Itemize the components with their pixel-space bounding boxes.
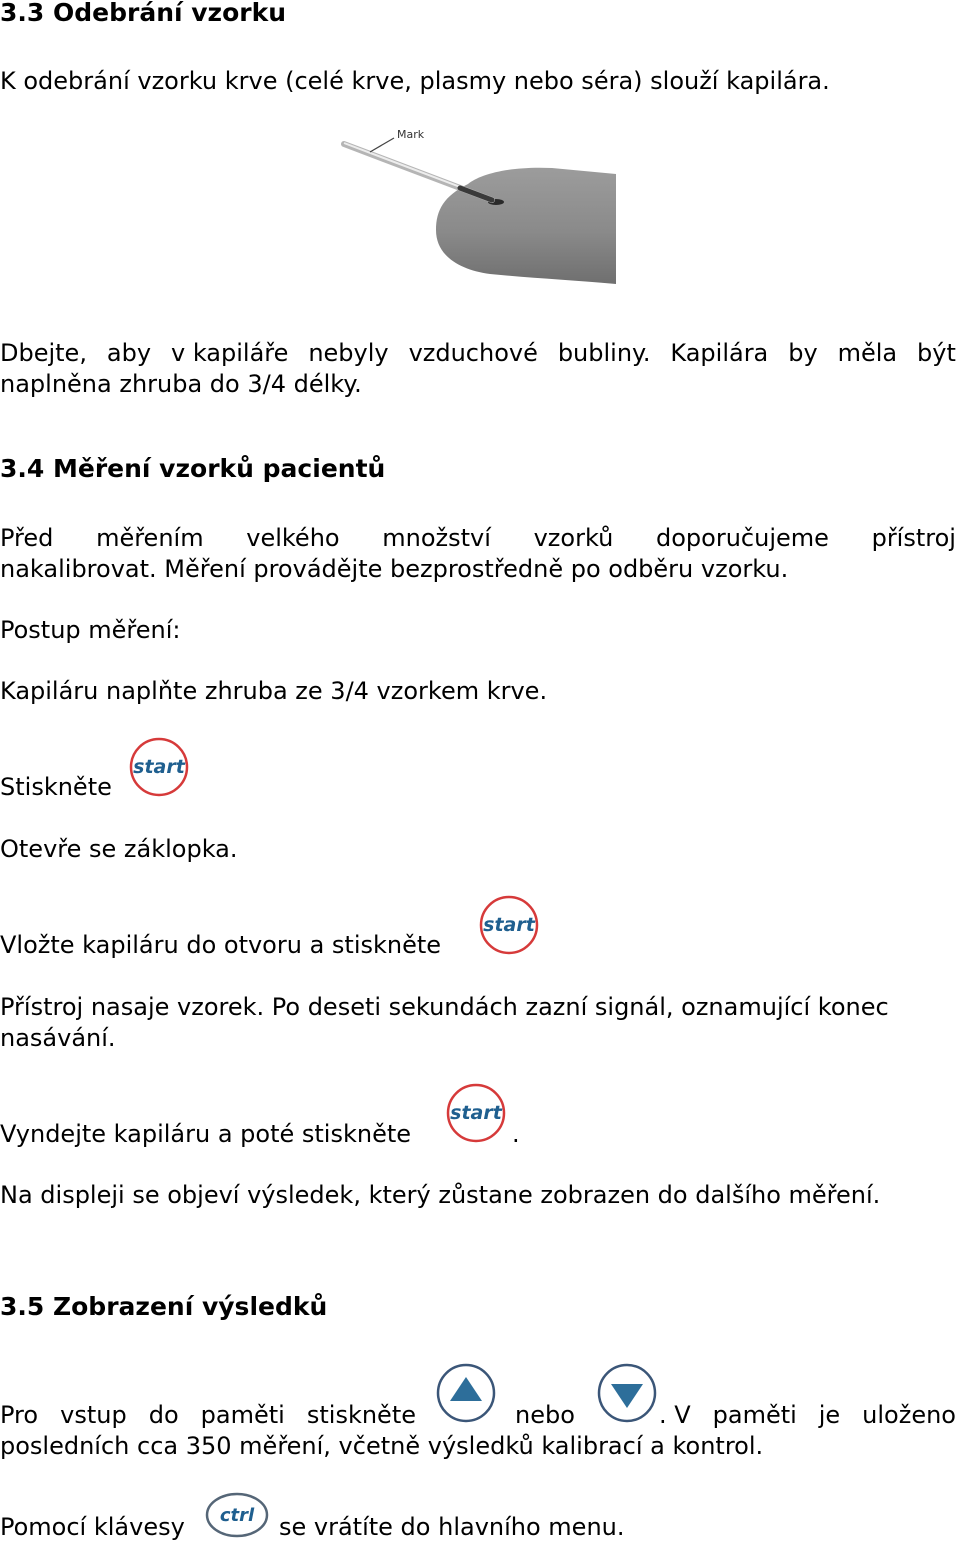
memory-text-part-a <box>0 1400 416 1430</box>
step-result-displayed: Na displeji se objeví výsledek, který zůstane zobrazen do dalšího měření. <box>0 1181 881 1209</box>
start-button-icon[interactable] <box>478 894 540 956</box>
procedure-label: Postup měření: <box>0 616 181 644</box>
word: v kapiláře <box>170 339 289 367</box>
word: vstup <box>60 1401 127 1429</box>
word: paměti <box>712 1401 797 1429</box>
step-press-start: Stiskněte <box>0 773 112 801</box>
word: množství <box>382 524 491 552</box>
word: uloženo <box>862 1401 956 1429</box>
word: být <box>917 339 956 367</box>
down-arrow-button-icon[interactable] <box>596 1362 658 1424</box>
step-fill-capillary: Kapiláru naplňte zhruba ze 3/4 vzorkem krve. <box>0 677 548 705</box>
step-remove-capillary: Vyndejte kapiláru a poté stiskněte <box>0 1120 412 1148</box>
word: by <box>788 339 818 367</box>
word: vzduchové <box>408 339 538 367</box>
section-33-note-line1 <box>0 338 956 368</box>
section-33-heading: 3.3 Odebrání vzorku <box>0 0 287 27</box>
section-33-intro: K odebrání vzorku krve (celé krve, plasmy nebo séra) slouží kapilára. <box>0 67 830 95</box>
figure-mark-label: Mark <box>397 128 425 141</box>
section-34-heading: 3.4 Měření vzorků pacientů <box>0 454 386 483</box>
start-button-label: start <box>133 756 185 778</box>
ctrl-text-before: Pomocí klávesy <box>0 1513 185 1541</box>
word: měla <box>837 339 898 367</box>
memory-text-part-b <box>659 1400 956 1430</box>
memory-text-or: nebo <box>515 1401 575 1429</box>
step-remove-capillary-period: . <box>512 1120 520 1148</box>
word: nebyly <box>308 339 389 367</box>
word: bubliny. <box>557 339 651 367</box>
word: Dbejte, <box>0 339 87 367</box>
word: do <box>148 1401 179 1429</box>
step-aspiration-line2: nasávání. <box>0 1024 116 1052</box>
start-button-label: start <box>483 914 535 936</box>
word: paměti <box>200 1401 285 1429</box>
start-button-icon[interactable] <box>128 736 190 798</box>
step-insert-capillary: Vložte kapiláru do otvoru a stiskněte <box>0 931 442 959</box>
finger-capillary-illustration <box>340 118 620 290</box>
section-34-para1-line2: nakalibrovat. Měření provádějte bezprostředně po odběru vzorku. <box>0 555 789 583</box>
up-arrow-button-icon[interactable] <box>435 1362 497 1424</box>
word: měřením <box>96 524 204 552</box>
word: Před <box>0 524 54 552</box>
memory-text-line2: posledních cca 350 měření, včetně výsledků kalibrací a kontrol. <box>0 1432 764 1460</box>
word: aby <box>106 339 152 367</box>
section-34-para1-line1 <box>0 523 956 553</box>
ctrl-button-label: ctrl <box>219 1505 255 1526</box>
step-aspiration-line1: Přístroj nasaje vzorek. Po deseti sekundách zazní signál, oznamující konec <box>0 993 889 1021</box>
word: . V <box>659 1401 691 1429</box>
word: velkého <box>246 524 340 552</box>
word: doporučujeme <box>656 524 829 552</box>
section-33-note-line2: naplněna zhruba do 3/4 délky. <box>0 370 362 398</box>
word: Pro <box>0 1401 39 1429</box>
word: vzorků <box>533 524 614 552</box>
start-button-icon[interactable] <box>445 1082 507 1144</box>
start-button-label: start <box>450 1102 502 1124</box>
section-35-heading: 3.5 Zobrazení výsledků <box>0 1292 328 1321</box>
word: je <box>818 1401 841 1429</box>
ctrl-button-icon[interactable] <box>204 1490 270 1540</box>
word: Kapilára <box>670 339 769 367</box>
word: stiskněte <box>306 1401 416 1429</box>
step-lid-opens: Otevře se záklopka. <box>0 835 238 863</box>
ctrl-text-after: se vrátíte do hlavního menu. <box>279 1513 625 1541</box>
word: přístroj <box>871 524 956 552</box>
